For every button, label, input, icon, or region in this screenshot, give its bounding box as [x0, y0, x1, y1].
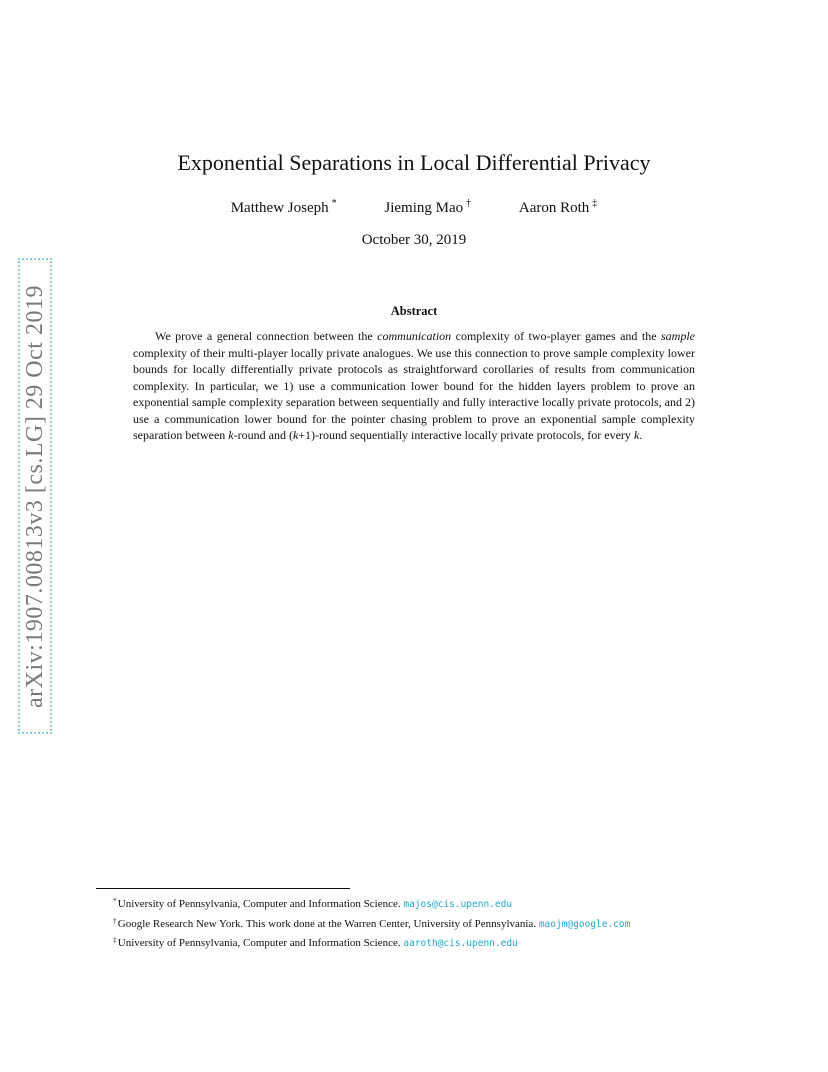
abstract-math: k	[228, 428, 234, 442]
footnote-text: Google Research New York. This work done at the Warren Center, University of Pennsylvania.	[117, 917, 539, 930]
email-link[interactable]: majos@cis.upenn.edu	[403, 899, 513, 910]
footnote-mark: ‡	[113, 935, 117, 944]
footnote-1	[113, 893, 753, 913]
arxiv-stamp-text: arXiv:1907.00813v3 [cs.LG] 29 Oct 2019	[21, 284, 48, 708]
author-3	[519, 198, 597, 217]
abstract-body	[133, 328, 695, 444]
arxiv-stamp	[18, 258, 52, 734]
author-1	[231, 198, 337, 217]
footnote-3	[113, 932, 753, 952]
author-footnote-mark[interactable]: *	[331, 198, 337, 209]
abstract-text: .	[639, 428, 643, 442]
footnotes	[113, 893, 753, 952]
author-name: Jieming Mao	[384, 200, 464, 216]
author-name: Matthew Joseph	[230, 200, 329, 216]
email-link[interactable]: maojm@google.com	[538, 918, 631, 930]
footnote-mark: *	[113, 896, 117, 905]
abstract-heading: Abstract	[390, 304, 438, 318]
abstract-text: +1)-round sequentially interactive locally private protocols, for every	[298, 428, 634, 442]
abstract-text: -round and (	[233, 428, 293, 442]
footnote-rule	[96, 888, 350, 889]
paper-title: Exponential Separations in Local Differential Privacy	[177, 150, 651, 175]
author-name: Aaron Roth	[518, 200, 590, 216]
abstract-text: complexity of their multi-player locally private analogues. We use this connection to prove sample complexity lower bounds for locally differentially private protocols as straightforward corollaries of results from communication complexity. In particular, we 1) use a communication lower bound for the hidden layers problem to prove an exponential sample complexity separation between sequentially and fully interactive locally private protocols, and 2) use a communication lower bound for the pointer chasing problem to prove an exponential sample complexity separation between	[133, 345, 695, 442]
footnote-text: University of Pennsylvania, Computer and Information Science.	[117, 937, 404, 949]
author-footnote-mark[interactable]: ‡	[592, 198, 598, 209]
footnote-mark: †	[113, 915, 117, 925]
email-link[interactable]: aaroth@cis.upenn.edu	[403, 938, 518, 949]
author-list	[0, 198, 828, 217]
abstract-emphasis: communication	[377, 329, 452, 343]
abstract-text: We prove a general connection between the	[155, 329, 378, 343]
paper-date: October 30, 2019	[361, 232, 467, 248]
abstract-math: k	[633, 428, 640, 442]
author-2	[384, 198, 471, 217]
abstract-emphasis: sample	[661, 329, 696, 343]
abstract-math: k	[292, 428, 299, 442]
footnote-text: University of Pennsylvania, Computer and Information Science.	[117, 898, 404, 910]
footnote-2	[113, 913, 753, 933]
abstract-text: complexity of two-player games and the	[451, 329, 662, 343]
author-footnote-mark[interactable]: †	[466, 198, 472, 209]
